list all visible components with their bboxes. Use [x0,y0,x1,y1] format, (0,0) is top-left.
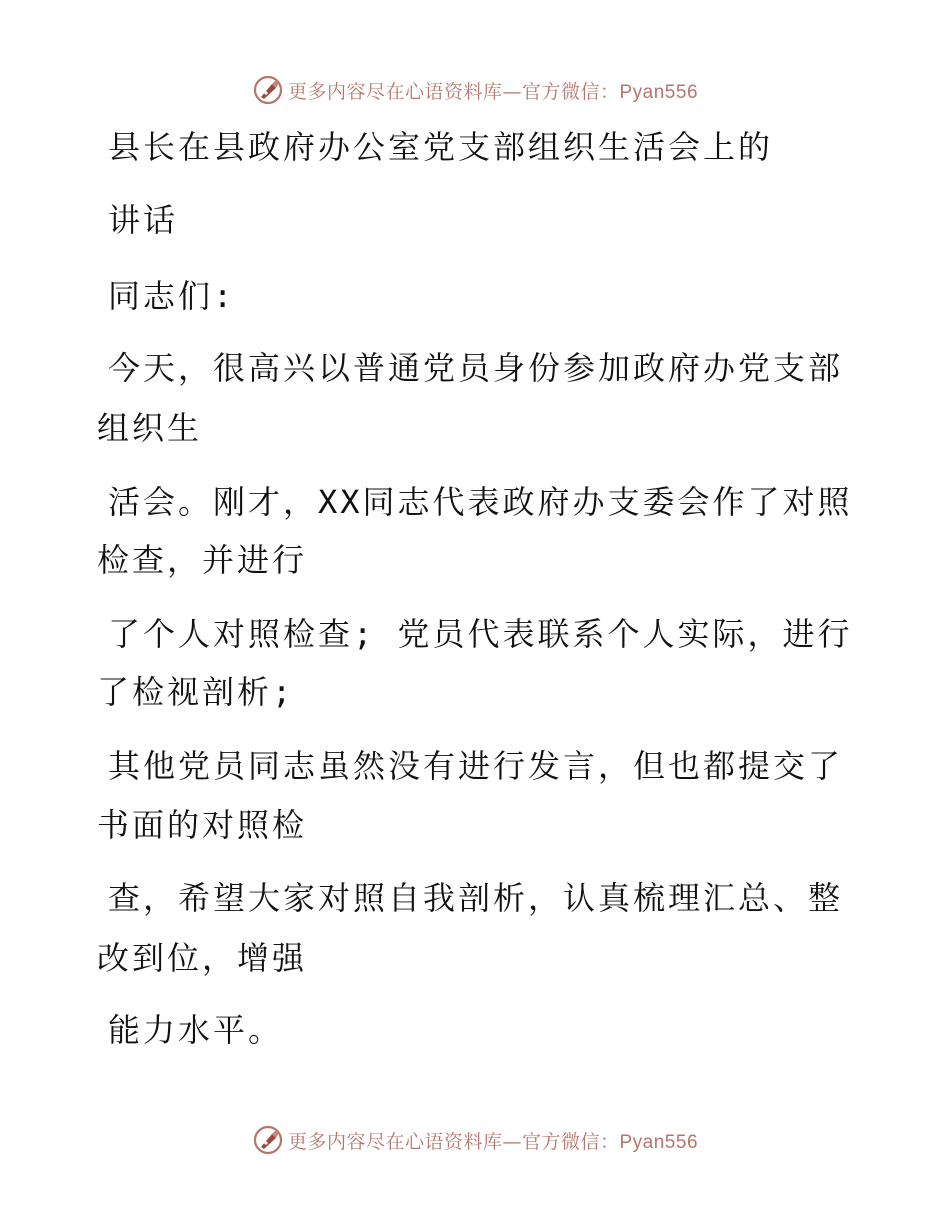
document-title-line-2: 讲话 [108,201,179,239]
paragraph-line: 了检视剖析; [97,673,295,711]
paragraph-line: 能力水平。 [108,1011,284,1049]
paragraph-line: 书面的对照检 [97,806,308,844]
header-wechat-id: Pyan556 [619,81,699,103]
document-title-line-1: 县长在县政府办公室党支部组织生活会上的 [108,128,774,166]
paragraph-line: 改到位，增强 [97,939,308,977]
paragraph-line: 组织生 [97,409,203,447]
pen-nib-logo-icon [252,1124,284,1156]
salutation: 同志们: [108,277,236,315]
footer-banner [0,1120,950,1160]
paragraph-line: 活会。刚才，XX同志代表政府办支委会作了对照 [108,483,853,521]
paragraph-line: 今天，很高兴以普通党员身份参加政府办党支部 [108,349,844,387]
paragraph-line: 其他党员同志虽然没有进行发言，但也都提交了 [108,747,844,785]
paragraph-line: 了个人对照检查; 党员代表联系个人实际，进行 [108,615,853,653]
paragraph-line: 查，希望大家对照自我剖析，认真梳理汇总、整 [108,879,844,917]
header-banner-text: 更多内容尽在心语资料库—官方微信：Pyan556 [287,80,699,103]
footer-wechat-id: Pyan556 [619,1131,699,1153]
footer-banner-text: 更多内容尽在心语资料库—官方微信：Pyan556 [287,1130,699,1153]
paragraph-line: 检查，并进行 [97,541,308,579]
